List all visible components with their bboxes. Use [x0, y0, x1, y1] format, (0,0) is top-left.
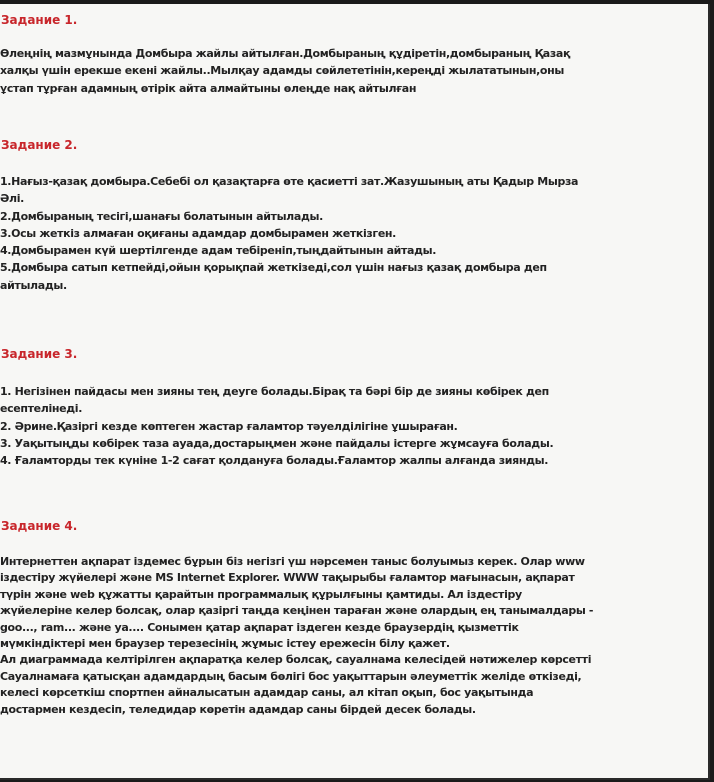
task-4-line: түрін және web құжатты қарайтын программалық құрылғыны қамтиды. Ал іздестіру [0, 587, 522, 601]
task-2-answer [0, 173, 708, 294]
task-3-line: 2. Әрине.Қазіргі кезде көптеген жастар ғаламтор тәуелділігіне ұшыраған. [0, 419, 458, 433]
task-4-line: келесі көрсеткіш спортпен айналысатын адамдар саны, ал кітап оқып, бос уақытында [0, 686, 534, 700]
task-3-answer [0, 383, 708, 469]
task-2-line: 1.Нағыз-қазақ домбыра.Себебі ол қазақтарға өте қасиетті зат.Жазушының аты Қадыр Мырза [0, 175, 579, 188]
task-2-section [0, 137, 708, 294]
task-1-line: Өлеңнің мазмұнында Домбыра жайлы айтылған.Домбыраның құдіретін,домбыраның Қазақ [0, 47, 571, 60]
task-2-line: 3.Осы жеткіз алмаған оқиғаны адамдар домбырамен жеткізген. [0, 226, 397, 240]
task-3-section [0, 346, 708, 469]
task-4-answer [0, 554, 708, 718]
task-2-line: 2.Домбыраның тесігі,шанағы болатынын айтылады. [0, 209, 323, 223]
document-page [0, 4, 710, 780]
task-4-line: мүмкіндіктері мен браузер терезесінің жұмыс істеу ережесін білу қажет. [0, 636, 450, 650]
task-4-line: жүйелеріне келер болсақ, олар қазіргі таңда кеңінен тараған және олардың ең танымалдары - [0, 604, 594, 618]
task-3-heading: Задание 3. [1, 347, 78, 361]
task-2-heading: Задание 2. [1, 138, 78, 152]
task-4-section [0, 518, 708, 718]
task-2-line: айтылады. [0, 278, 67, 292]
task-2-line: Әлі. [0, 192, 24, 206]
task-1-line: халқы үшін ерекше екені жайлы..Мылқау адамды сөйлететінін,кереңді жылататынын,оны [0, 64, 564, 78]
task-2-line: 5.Домбыра сатып кетпейді,ойын қорықпай жеткізеді,сол үшін нағыз қазақ домбыра деп [0, 261, 547, 275]
task-4-line: Сауалнамаға қатысқан адамдардың басым бөлігі бос уақыттарын әлеуметтік желіде өткізеді, [0, 669, 582, 683]
task-1-heading: Задание 1. [1, 13, 78, 27]
task-3-line: 3. Уақытыңды көбірек таза ауада,достарыңмен және пайдалы істерге жұмсауға болады. [0, 436, 554, 450]
task-4-line: іздестіру жүйелері және MS Internet Explorer. WWW тақырыбы ғаламтор мағынасын, ақпарат [0, 571, 575, 585]
task-3-line: 4. Ғаламторды тек күніне 1-2 сағат қолдануға болады.Ғаламтор жалпы алғанда зиянды. [0, 454, 549, 468]
task-3-line: 1. Негізінен пайдасы мен зияны тең деуге болады.Бірақ та бәрі бір де зияны көбірек деп [0, 385, 549, 398]
task-4-heading: Задание 4. [1, 519, 78, 533]
task-2-line: 4.Домбырамен күй шертілгенде адам тебіреніп,тыңдайтынын айтады. [0, 244, 437, 258]
task-4-line: Интернеттен ақпарат іздемес бұрын біз негізгі үш нәрсемен таныс болуымыз керек. Олар www [0, 555, 585, 568]
task-4-line: достармен кездесіп, теледидар көретін адамдар саны бірдей десек болады. [0, 702, 476, 716]
task-4-line: Ал диаграммада келтірілген ақпаратқа келер болсақ, сауалнама келесідей нәтижелер көрсетті [0, 653, 592, 667]
task-3-line: есептелінеді. [0, 402, 83, 416]
task-4-line: goo..., ram... және ya.... Сонымен қатар ақпарат іздеген кезде браузердің қызметтік [0, 620, 519, 634]
task-1-line: ұстап тұрған адамның өтірік айта алмайтыны өлеңде нақ айтылған [0, 81, 417, 95]
task-1-answer [0, 45, 708, 97]
task-1-section [0, 12, 708, 97]
